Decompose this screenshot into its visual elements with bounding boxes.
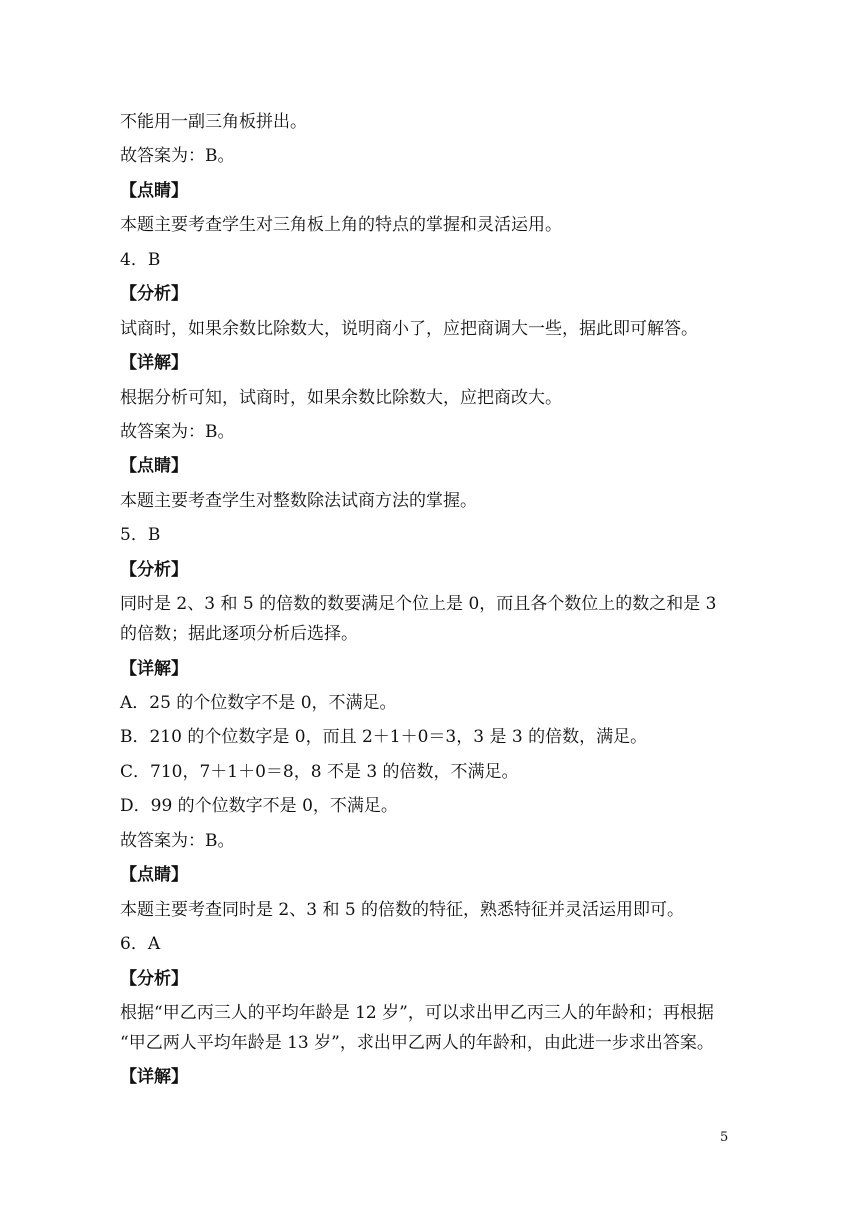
option-line: C．710，7＋1＋0＝8，8 不是 3 的倍数，不满足。	[120, 761, 519, 782]
text-line: “甲乙两人平均年龄是 13 岁”，求出甲乙两人的年龄和，由此进一步求出答案。	[120, 1032, 714, 1053]
section-heading-dianjing: 【点睛】	[120, 865, 188, 886]
question-number: 6．A	[120, 934, 161, 955]
section-heading-xiangjie: 【详解】	[120, 1067, 188, 1088]
text-line: 根据分析可知，试商时，如果余数比除数大，应把商改大。	[120, 387, 562, 408]
text-line: 本题主要考查学生对整数除法试商方法的掌握。	[120, 490, 477, 511]
text-line: 试商时，如果余数比除数大，说明商小了，应把商调大一些，据此即可解答。	[120, 318, 698, 339]
question-number: 4．B	[120, 249, 161, 270]
option-line: A．25 的个位数字不是 0，不满足。	[120, 693, 397, 713]
section-heading-xiangjie: 【详解】	[120, 658, 188, 679]
text-line: 的倍数；据此逐项分析后选择。	[120, 624, 358, 645]
text-line: 本题主要考查同时是 2、3 和 5 的倍数的特征，熟悉特征并灵活运用即可。	[120, 899, 685, 920]
option-line: D．99 的个位数字不是 0，不满足。	[120, 796, 398, 817]
answer-line: 故答案为：B。	[120, 146, 235, 167]
page-number: 5	[720, 1130, 729, 1145]
text-line: 不能用一副三角板拼出。	[120, 112, 307, 132]
text-line: 本题主要考查学生对三角板上角的特点的掌握和灵活运用。	[120, 215, 562, 236]
section-heading-fenxi: 【分析】	[120, 284, 188, 305]
text-line: 同时是 2、3 和 5 的倍数的数要满足个位上是 0，而且各个数位上的数之和是 3	[120, 594, 717, 615]
section-heading-fenxi: 【分析】	[120, 968, 188, 989]
document-body	[120, 110, 750, 1100]
option-line: B．210 的个位数字是 0，而且 2＋1＋0＝3，3 是 3 的倍数，满足。	[120, 727, 648, 748]
question-number: 5．B	[120, 525, 161, 546]
answer-line: 故答案为：B。	[120, 421, 235, 442]
section-heading-xiangjie: 【详解】	[120, 353, 188, 374]
section-heading-dianjing: 【点睛】	[120, 456, 188, 477]
section-heading-fenxi: 【分析】	[120, 559, 188, 580]
answer-line: 故答案为：B。	[120, 830, 235, 851]
section-heading-dianjing: 【点睛】	[120, 180, 188, 201]
text-line: 根据“甲乙丙三人的平均年龄是 12 岁”，可以求出甲乙丙三人的年龄和；再根据	[120, 1002, 714, 1023]
